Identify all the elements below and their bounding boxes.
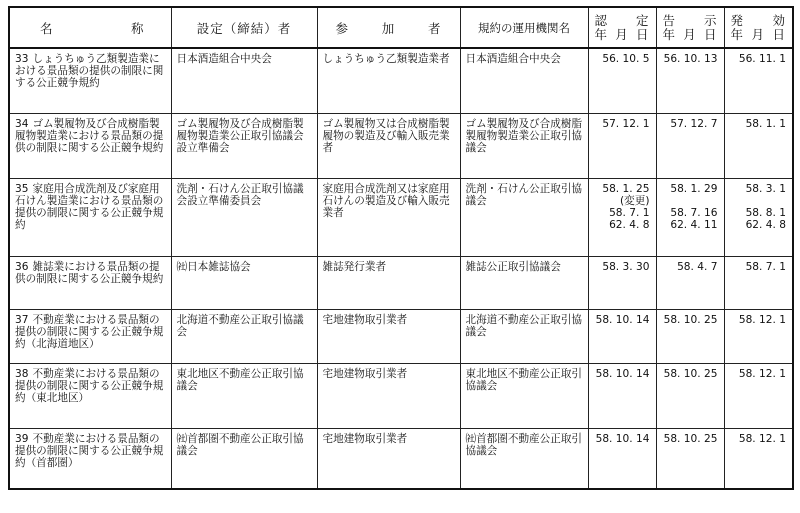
table-row [9, 257, 793, 310]
participants-cell: 宅地建物取引業者 [317, 310, 460, 364]
table-row [9, 364, 793, 429]
setter-cell: ㈳首都圏不動産公正取引協議会 [171, 429, 317, 490]
effective-date-cell: 56. 11. 1 [724, 48, 793, 114]
rule-name: 不動産業における景品類の提供の制限に関する公正競争規約（首都圏） [15, 433, 164, 469]
rule-name-cell [9, 257, 171, 310]
operator-cell: 日本酒造組合中央会 [460, 48, 588, 114]
notified-date-cell: 58. 1. 29 58. 7. 16 62. 4. 11 [656, 179, 724, 257]
operator-cell: 東北地区不動産公正取引協議会 [460, 364, 588, 429]
rules-table-page [8, 6, 792, 507]
header-participants [317, 7, 460, 48]
approved-date-cell: 58. 10. 14 [588, 429, 656, 490]
header-approved-year: 年 [594, 26, 609, 42]
rule-name-cell [9, 429, 171, 490]
notified-date-cell: 56. 10. 13 [656, 48, 724, 114]
notified-date-cell: 58. 10. 25 [656, 310, 724, 364]
rule-name-cell [9, 48, 171, 114]
header-participants-char-3: 者 [427, 20, 442, 36]
fair-competition-rules-table [8, 6, 794, 490]
approved-date-cell: 58. 10. 14 [588, 310, 656, 364]
header-approved-day: 日 [635, 26, 650, 42]
header-notified-day: 日 [703, 26, 718, 42]
effective-date-cell: 58. 12. 1 [724, 310, 793, 364]
header-approved-date [588, 7, 656, 48]
setter-cell: ゴム製履物及び合成樹脂製履物製造業公正取引協議会設立準備会 [171, 114, 317, 179]
header-effective-year: 年 [730, 26, 745, 42]
rule-number: 35 [15, 183, 29, 195]
rule-name-cell [9, 310, 171, 364]
rule-number: 36 [15, 261, 29, 273]
operator-cell: 北海道不動産公正取引協議会 [460, 310, 588, 364]
header-notified-date [656, 7, 724, 48]
rule-name-cell [9, 364, 171, 429]
header-notified-char-1: 告 [662, 12, 677, 28]
rule-number: 39 [15, 433, 29, 445]
participants-cell: 家庭用合成洗剤又は家庭用石けんの製造及び輸入販売業者 [317, 179, 460, 257]
notified-date-cell: 58. 10. 25 [656, 429, 724, 490]
rule-name: 不動産業における景品類の提供の制限に関する公正競争規約（東北地区） [15, 368, 164, 404]
operator-cell: 雑誌公正取引協議会 [460, 257, 588, 310]
table-header-row [9, 7, 793, 48]
participants-cell: 雑誌発行業者 [317, 257, 460, 310]
header-effective-char-1: 発 [730, 12, 745, 28]
approved-date-cell: 58. 10. 14 [588, 364, 656, 429]
setter-cell: 東北地区不動産公正取引協議会 [171, 364, 317, 429]
setter-cell: 洗剤・石けん公正取引協議会設立準備委員会 [171, 179, 317, 257]
rule-name: 雑誌業における景品類の提供の制限に関する公正競争規約 [15, 261, 164, 285]
header-approved-char-1: 認 [594, 12, 609, 28]
table-row [9, 48, 793, 114]
header-notified-char-2: 示 [703, 12, 718, 28]
rule-name: ゴム製履物及び合成樹脂製履物製造業における景品類の提供の制限に関する公正競争規約 [15, 118, 164, 154]
header-operator: 規約の運用機関名 [460, 7, 588, 48]
notified-date-cell: 58. 4. 7 [656, 257, 724, 310]
approved-date-cell: 58. 3. 30 [588, 257, 656, 310]
rule-number: 38 [15, 368, 29, 380]
effective-date-cell: 58. 7. 1 [724, 257, 793, 310]
header-effective-date [724, 7, 793, 48]
setter-cell: ㈳日本雑誌協会 [171, 257, 317, 310]
rule-name: 家庭用合成洗剤及び家庭用石けん製造業における景品類の提供の制限に関する公正競争規約 [15, 183, 164, 231]
effective-date-cell: 58. 3. 1 58. 8. 1 62. 4. 8 [724, 179, 793, 257]
table-row [9, 114, 793, 179]
setter-cell: 日本酒造組合中央会 [171, 48, 317, 114]
participants-cell: 宅地建物取引業者 [317, 429, 460, 490]
header-effective-month: 月 [751, 26, 765, 42]
effective-date-cell: 58. 12. 1 [724, 429, 793, 490]
rule-name-cell [9, 114, 171, 179]
rule-name: 不動産業における景品類の提供の制限に関する公正競争規約（北海道地区） [15, 314, 164, 350]
header-effective-char-2: 効 [772, 12, 786, 28]
approved-date-cell: 56. 10. 5 [588, 48, 656, 114]
header-notified-year: 年 [662, 26, 677, 42]
approved-date-cell: 58. 1. 25 (変更) 58. 7. 1 62. 4. 8 [588, 179, 656, 257]
rule-name-cell [9, 179, 171, 257]
operator-cell: ゴム製履物及び合成樹脂製履物製造業公正取引協議会 [460, 114, 588, 179]
approved-date-cell: 57. 12. 1 [588, 114, 656, 179]
notified-date-cell: 58. 10. 25 [656, 364, 724, 429]
rule-number: 37 [15, 314, 29, 326]
participants-cell: 宅地建物取引業者 [317, 364, 460, 429]
rule-number: 34 [15, 118, 29, 130]
effective-date-cell: 58. 1. 1 [724, 114, 793, 179]
header-approved-month: 月 [615, 26, 629, 42]
header-notified-month: 月 [683, 26, 697, 42]
rule-name: しょうちゅう乙類製造業における景品類の提供の制限に関する公正競争規約 [15, 53, 164, 89]
participants-cell: しょうちゅう乙類製造業者 [317, 48, 460, 114]
table-row [9, 310, 793, 364]
operator-cell: 洗剤・石けん公正取引協議会 [460, 179, 588, 257]
rule-number: 33 [15, 53, 29, 65]
header-participants-char-2: 加 [381, 20, 396, 36]
setter-cell: 北海道不動産公正取引協議会 [171, 310, 317, 364]
header-approved-char-2: 定 [635, 12, 650, 28]
notified-date-cell: 57. 12. 7 [656, 114, 724, 179]
operator-cell: ㈳首都圏不動産公正取引協議会 [460, 429, 588, 490]
header-setter: 設定（締結）者 [171, 7, 317, 48]
effective-date-cell: 58. 12. 1 [724, 364, 793, 429]
header-name-char-1: 名 [40, 20, 54, 36]
header-name-char-2: 称 [130, 20, 145, 36]
table-row [9, 179, 793, 257]
participants-cell: ゴム製履物又は合成樹脂製履物の製造及び輸入販売業者 [317, 114, 460, 179]
header-name [9, 7, 171, 48]
header-participants-char-1: 参 [335, 20, 350, 36]
header-effective-day: 日 [772, 26, 786, 42]
table-row [9, 429, 793, 490]
